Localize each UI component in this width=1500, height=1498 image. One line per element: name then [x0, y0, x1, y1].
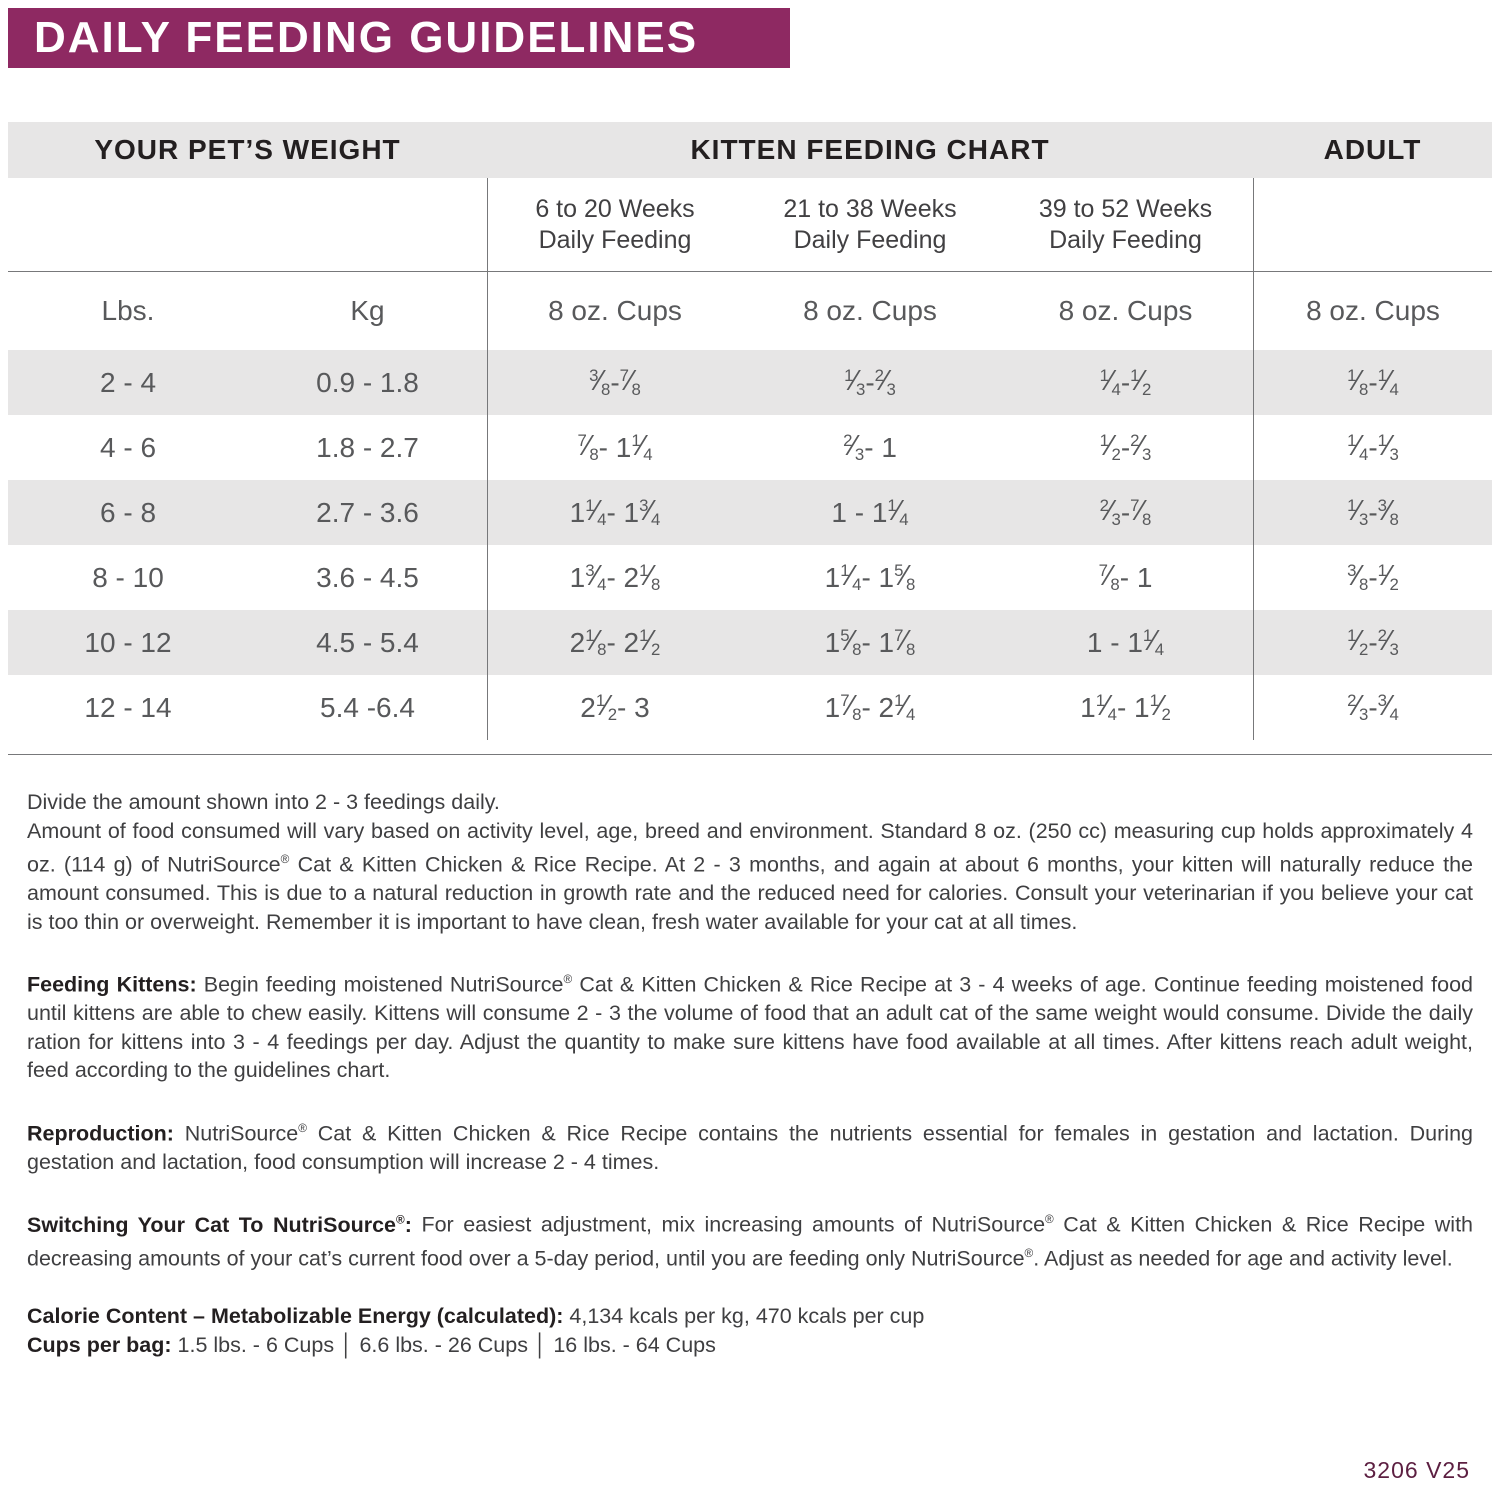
- note-lead: Feeding Kittens:: [27, 972, 197, 997]
- fraction-value: $^3$⁄8: [1347, 559, 1369, 595]
- cell-weeks-21-38: $^1$⁄3 - $^2$⁄3: [844, 364, 896, 400]
- cell-weeks-39-52: $^2$⁄3 - $^7$⁄8: [1099, 494, 1152, 530]
- fraction-value: $^1$⁄4: [840, 559, 862, 595]
- note-paragraph: Calorie Content – Metabolizable Energy (calculated): 4,134 kcals per kg, 470 kcals per cup: [27, 1304, 925, 1329]
- fraction-value: $^1$⁄2: [1377, 559, 1399, 595]
- cell-weeks-6-20: $^3$⁄8 - $^7$⁄8: [487, 350, 742, 415]
- cell-lbs: 2 - 4: [99, 366, 157, 398]
- week-header-line2: Daily Feeding: [793, 225, 947, 254]
- table-row: [8, 545, 1492, 610]
- note-paragraph: Cups per bag: 1.5 lbs. - 6 Cups │ 6.6 lbs. - 26 Cups │ 16 lbs. - 64 Cups: [27, 1332, 716, 1357]
- cell-weeks-21-38: 1 $^1$⁄4 - 1 $^5$⁄8: [824, 559, 916, 595]
- fraction-value: $^1$⁄4: [1347, 429, 1369, 465]
- empty-cell: [8, 178, 248, 271]
- table-row: [8, 610, 1492, 675]
- cell-weeks-39-52: 1 - 1 $^1$⁄4: [1086, 624, 1165, 660]
- note-lead: Cups per bag:: [27, 1332, 172, 1357]
- table-row: [8, 675, 1492, 740]
- table-body: [8, 272, 1492, 755]
- fraction-value: $^1$⁄2: [1149, 689, 1171, 725]
- week-header-21-38: [742, 178, 998, 271]
- cell-lbs: 10 - 12: [84, 626, 172, 658]
- note-paragraph: Divide the amount shown into 2 - 3 feedings daily.: [27, 790, 500, 814]
- cell-lbs: 4 - 6: [99, 431, 157, 463]
- unit-header-row: [8, 272, 1492, 350]
- cell-lbs: 6 - 8: [99, 496, 157, 528]
- note-paragraph: Switching Your Cat To NutriSource®: For easiest adjustment, mix increasing amounts of NutriSource® Cat & Kitten Chicken & Rice Recipe with decreasing amounts of your cat’s current food over a 5-day period, until you are feeding only NutriSource®. Adjust as needed for age and activity level.: [27, 1212, 1473, 1271]
- cell-weeks-6-20: 1 $^3$⁄4 - 2 $^1$⁄8: [487, 545, 742, 610]
- note-lead: Switching Your Cat To NutriSource®:: [27, 1212, 412, 1237]
- fraction-value: $^1$⁄4: [631, 429, 653, 465]
- cell-kg: 3.6 - 4.5: [316, 561, 419, 593]
- fraction-value: $^7$⁄8: [894, 624, 916, 660]
- cell-weeks-39-52: $^7$⁄8 - 1: [1098, 559, 1153, 595]
- unit-kg: Kg: [350, 295, 385, 326]
- fraction-value: $^7$⁄8: [619, 364, 641, 400]
- unit-lbs: Lbs.: [101, 295, 155, 326]
- fraction-value: $^1$⁄2: [1099, 429, 1121, 465]
- table-row: [8, 415, 1492, 480]
- cell-adult: $^1$⁄8 - $^1$⁄4: [1253, 350, 1492, 415]
- cell-lbs: 12 - 14: [84, 691, 172, 723]
- cell-weeks-39-52: $^1$⁄2 - $^2$⁄3: [1099, 429, 1152, 465]
- cell-weeks-6-20: 2 $^1$⁄2 - 3: [487, 675, 742, 740]
- fraction-value: $^1$⁄3: [1347, 494, 1369, 530]
- cell-lbs: 8 - 10: [92, 561, 164, 593]
- week-header-line1: 6 to 20 Weeks: [535, 194, 695, 223]
- cell-weeks-39-52: $^1$⁄4 - $^1$⁄2: [1099, 364, 1152, 400]
- fraction-value: $^5$⁄8: [894, 559, 916, 595]
- fraction-value: $^3$⁄4: [639, 494, 661, 530]
- fraction-value: $^1$⁄4: [585, 494, 607, 530]
- fraction-value: $^1$⁄8: [1347, 364, 1369, 400]
- fraction-value: $^7$⁄8: [577, 429, 599, 465]
- cell-kg: 5.4 -6.4: [320, 691, 415, 723]
- fraction-value: $^2$⁄3: [843, 429, 865, 465]
- page-title-banner: [8, 8, 790, 68]
- fraction-value: $^1$⁄4: [887, 494, 909, 530]
- cell-kg: 4.5 - 5.4: [316, 626, 419, 658]
- week-header-39-52: [998, 178, 1253, 271]
- cell-adult: $^2$⁄3 - $^3$⁄4: [1253, 675, 1492, 740]
- fraction-value: $^2$⁄3: [1099, 494, 1121, 530]
- cell-adult: $^3$⁄8 - $^1$⁄2: [1253, 545, 1492, 610]
- feeding-notes: [27, 788, 1473, 1359]
- cell-kg: 1.8 - 2.7: [316, 431, 419, 463]
- fraction-value: $^7$⁄8: [1098, 559, 1120, 595]
- fraction-value: $^1$⁄4: [894, 689, 916, 725]
- unit-cups: 8 oz. Cups: [487, 272, 742, 350]
- cell-adult: $^1$⁄4 - $^1$⁄3: [1253, 415, 1492, 480]
- unit-cups: 8 oz. Cups: [803, 295, 937, 326]
- cell-weeks-21-38: 1 - 1 $^1$⁄4: [831, 494, 909, 530]
- cell-adult: $^1$⁄3 - $^3$⁄8: [1253, 480, 1492, 545]
- cell-kg: 2.7 - 3.6: [316, 496, 419, 528]
- fraction-value: $^1$⁄3: [1377, 429, 1399, 465]
- feeding-chart-table: [8, 122, 1492, 755]
- note-paragraph: Reproduction: NutriSource® Cat & Kitten Chicken & Rice Recipe contains the nutrients essential for females in gestation and lactation. During gestation and lactation, food consumption will increase 2 - 4 times.: [27, 1120, 1473, 1174]
- fraction-value: $^1$⁄2: [639, 624, 661, 660]
- week-header-6-20: [487, 178, 742, 271]
- table-row: [8, 350, 1492, 415]
- fraction-value: $^1$⁄8: [639, 559, 661, 595]
- week-header-line2: Daily Feeding: [1049, 225, 1202, 254]
- cell-weeks-6-20: 2 $^1$⁄8 - 2 $^1$⁄2: [487, 610, 742, 675]
- cell-weeks-21-38: 1 $^7$⁄8 - 2 $^1$⁄4: [824, 689, 916, 725]
- fraction-value: $^1$⁄4: [1099, 364, 1121, 400]
- fraction-value: $^2$⁄3: [1130, 429, 1152, 465]
- fraction-value: $^1$⁄2: [1130, 364, 1152, 400]
- note-paragraph: Feeding Kittens: Begin feeding moistened NutriSource® Cat & Kitten Chicken & Rice Recipe at 3 - 4 weeks of age. Continue feeding moistened food until kittens are able to chew easily. Kittens will consume 2 - 3 the volume of food that an adult cat of the same weight would consume. Divide the daily ration for kittens into 3 - 4 feedings per day. Adjust the quantity to make sure kittens have food available at all times. After kittens reach adult weight, feed according to the guidelines chart.: [27, 972, 1473, 1083]
- page-title: DAILY FEEDING GUIDELINES: [34, 13, 699, 62]
- fraction-value: $^2$⁄3: [874, 364, 896, 400]
- week-header-line1: 39 to 52 Weeks: [1038, 194, 1213, 223]
- fraction-value: $^3$⁄4: [585, 559, 607, 595]
- product-code: 3206 V25: [1363, 1457, 1470, 1483]
- table-row: [8, 480, 1492, 545]
- fraction-value: $^5$⁄8: [840, 624, 862, 660]
- fraction-value: $^3$⁄8: [589, 364, 611, 400]
- fraction-value: $^2$⁄3: [1377, 624, 1399, 660]
- fraction-value: $^1$⁄4: [1377, 364, 1399, 400]
- cell-adult: $^1$⁄2 - $^2$⁄3: [1253, 610, 1492, 675]
- cell-weeks-6-20: 1 $^1$⁄4 - 1 $^3$⁄4: [487, 480, 742, 545]
- kitten-section-header: KITTEN FEEDING CHART: [690, 134, 1050, 165]
- week-header-line1: 21 to 38 Weeks: [783, 194, 957, 223]
- cell-weeks-6-20: $^7$⁄8 - 1 $^1$⁄4: [487, 415, 742, 480]
- fraction-value: $^3$⁄8: [1377, 494, 1399, 530]
- cell-kg: 0.9 - 1.8: [316, 366, 419, 398]
- weight-section-header: YOUR PET’S WEIGHT: [94, 134, 401, 165]
- fraction-value: $^1$⁄4: [1142, 624, 1165, 660]
- unit-cups: 8 oz. Cups: [1058, 295, 1193, 326]
- fraction-value: $^7$⁄8: [840, 689, 862, 725]
- fraction-value: $^1$⁄4: [1095, 689, 1117, 725]
- table-section-header-row: [8, 122, 1492, 178]
- fraction-value: $^2$⁄3: [1347, 689, 1369, 725]
- fraction-value: $^1$⁄3: [844, 364, 866, 400]
- unit-cups: 8 oz. Cups: [1253, 272, 1492, 350]
- fraction-value: $^1$⁄8: [585, 624, 607, 660]
- fraction-value: $^1$⁄2: [595, 689, 618, 725]
- empty-cell: [1253, 178, 1492, 271]
- table-rows: [8, 350, 1492, 740]
- note-lead: Calorie Content – Metabolizable Energy (calculated):: [27, 1304, 564, 1329]
- cell-weeks-39-52: 1 $^1$⁄4 - 1 $^1$⁄2: [1080, 689, 1171, 725]
- fraction-value: $^3$⁄4: [1377, 689, 1399, 725]
- fraction-value: $^7$⁄8: [1130, 494, 1152, 530]
- empty-cell: [248, 178, 487, 271]
- cell-weeks-21-38: 1 $^5$⁄8 - 1 $^7$⁄8: [824, 624, 916, 660]
- week-header-line2: Daily Feeding: [538, 225, 692, 254]
- note-paragraph: Amount of food consumed will vary based on activity level, age, breed and environment. Standard 8 oz. (250 cc) measuring cup holds approximately 4 oz. (114 g) of NutriSource® Cat & Kitten Chicken & Rice Recipe. At 2 - 3 months, and again at about 6 months, your kitten will naturally reduce the amount consumed. This is due to a natural reduction in growth rate and the reduced need for calories. Consult your veterinarian if you believe your cat is too thin or overweight. Remember it is important to have clean, fresh water available for your cat at all times.: [27, 818, 1473, 934]
- adult-section-header: ADULT: [1323, 134, 1422, 165]
- fraction-value: $^1$⁄2: [1347, 624, 1369, 660]
- week-header-row: [8, 178, 1492, 272]
- note-lead: Reproduction:: [27, 1121, 174, 1146]
- cell-weeks-21-38: $^2$⁄3 - 1: [843, 429, 897, 465]
